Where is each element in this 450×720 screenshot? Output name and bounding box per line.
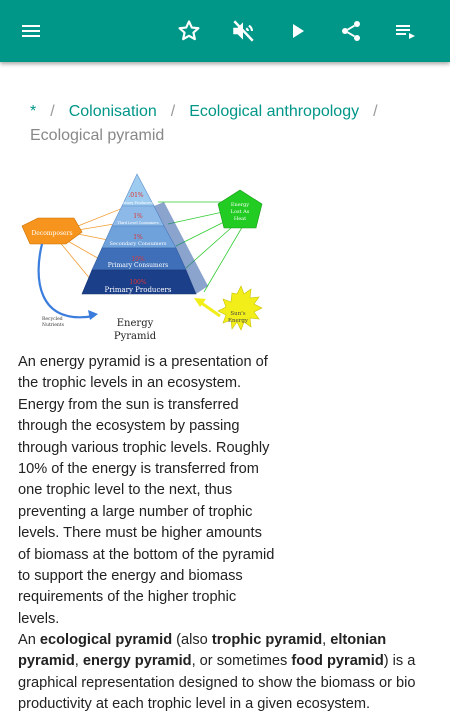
text-run: , xyxy=(74,653,83,670)
sun-arrow xyxy=(200,302,220,316)
term-food-pyramid: food pyramid xyxy=(291,653,384,670)
breadcrumb-ecological-anthropology-link[interactable]: Ecological anthropology xyxy=(189,103,360,120)
heat-line: Lost As xyxy=(230,209,250,215)
level-label: Third Level Consumers xyxy=(117,221,159,225)
level-pct: .01% xyxy=(128,192,144,199)
term-trophic-pyramid: trophic pyramid xyxy=(211,632,323,648)
decomposers-label: Decomposers xyxy=(31,230,73,237)
mute-button[interactable] xyxy=(224,12,262,50)
energy-lost-heat xyxy=(218,190,262,228)
level-label: Primary Consumers xyxy=(107,262,169,269)
article-paragraph-2 xyxy=(18,630,438,716)
breadcrumb-colonisation-link[interactable]: Colonisation xyxy=(68,103,157,120)
sun-energy xyxy=(218,286,262,330)
breadcrumb-separator: / xyxy=(50,103,55,120)
breadcrumb-separator: / xyxy=(373,103,378,120)
term-eltonian-pyramid: eltonian pyramid xyxy=(18,632,387,670)
text-run: (also xyxy=(172,632,212,648)
figure-caption-line: Pyramid xyxy=(113,331,157,342)
heat-line: Heat xyxy=(233,216,247,222)
breadcrumb-home-link[interactable]: * xyxy=(30,103,37,120)
playlist-button[interactable] xyxy=(386,12,424,50)
heat-line: Energy xyxy=(230,202,250,208)
breadcrumb-current: Ecological pyramid xyxy=(30,127,165,144)
level-pct: 1% xyxy=(133,234,143,241)
term-energy-pyramid: energy pyramid xyxy=(82,653,192,670)
sun-line: Energy xyxy=(227,318,249,324)
decomposers-box xyxy=(22,218,82,244)
level-pct: 10% xyxy=(131,256,145,263)
share-button[interactable] xyxy=(332,12,370,50)
level-pct: 1% xyxy=(133,213,143,220)
playlist-icon xyxy=(393,19,417,43)
recycled-arrowhead xyxy=(88,310,98,320)
breadcrumb xyxy=(30,100,430,148)
volume-off-icon xyxy=(230,18,256,44)
star-outline-icon xyxy=(176,18,202,44)
menu-button[interactable] xyxy=(12,12,50,50)
app-toolbar xyxy=(0,0,450,62)
breadcrumb-separator: / xyxy=(170,103,176,120)
share-icon xyxy=(339,19,363,43)
text-run: , xyxy=(322,632,331,648)
play-icon xyxy=(285,19,309,43)
text-run: , or sometimes xyxy=(191,653,292,670)
level-pct: 100% xyxy=(129,279,147,286)
text-run: ) is a graphical representation designed to show the biomass or bio productivity at each trophic level in a given ecosystem. xyxy=(18,653,416,713)
play-button[interactable] xyxy=(278,12,316,50)
sun-line: Sun's xyxy=(230,311,246,317)
level-label: Tertiary Producers xyxy=(119,201,153,205)
pyramid xyxy=(82,174,208,294)
menu-icon xyxy=(19,19,43,43)
term-ecological-pyramid: ecological pyramid xyxy=(39,632,173,648)
favorite-button[interactable] xyxy=(170,12,208,50)
recycled-line: Recycled xyxy=(42,317,63,322)
level-label: Primary Producers xyxy=(104,286,172,294)
figure-caption-line: Energy xyxy=(116,318,154,329)
text-run: An xyxy=(18,632,40,648)
article-paragraph-1: An energy pyramid is a presentation of the trophic levels in an ecosystem. Energy from the sun is transferred through the ecosystem by passing through various trophic levels. Roughly 10% of the energy is transferred from one trophic level to the next, thus preventing a large number of trophic levels. There must be higher amounts of biomass at the bottom of the pyramid to support the energy and biomass requirements of the higher trophic levels. xyxy=(18,354,275,627)
level-label: Secondary Consumers xyxy=(109,241,167,247)
energy-pyramid-figure[interactable] xyxy=(18,166,270,346)
recycled-line: Nutrients xyxy=(42,323,64,328)
recycled-arrow xyxy=(39,244,94,317)
